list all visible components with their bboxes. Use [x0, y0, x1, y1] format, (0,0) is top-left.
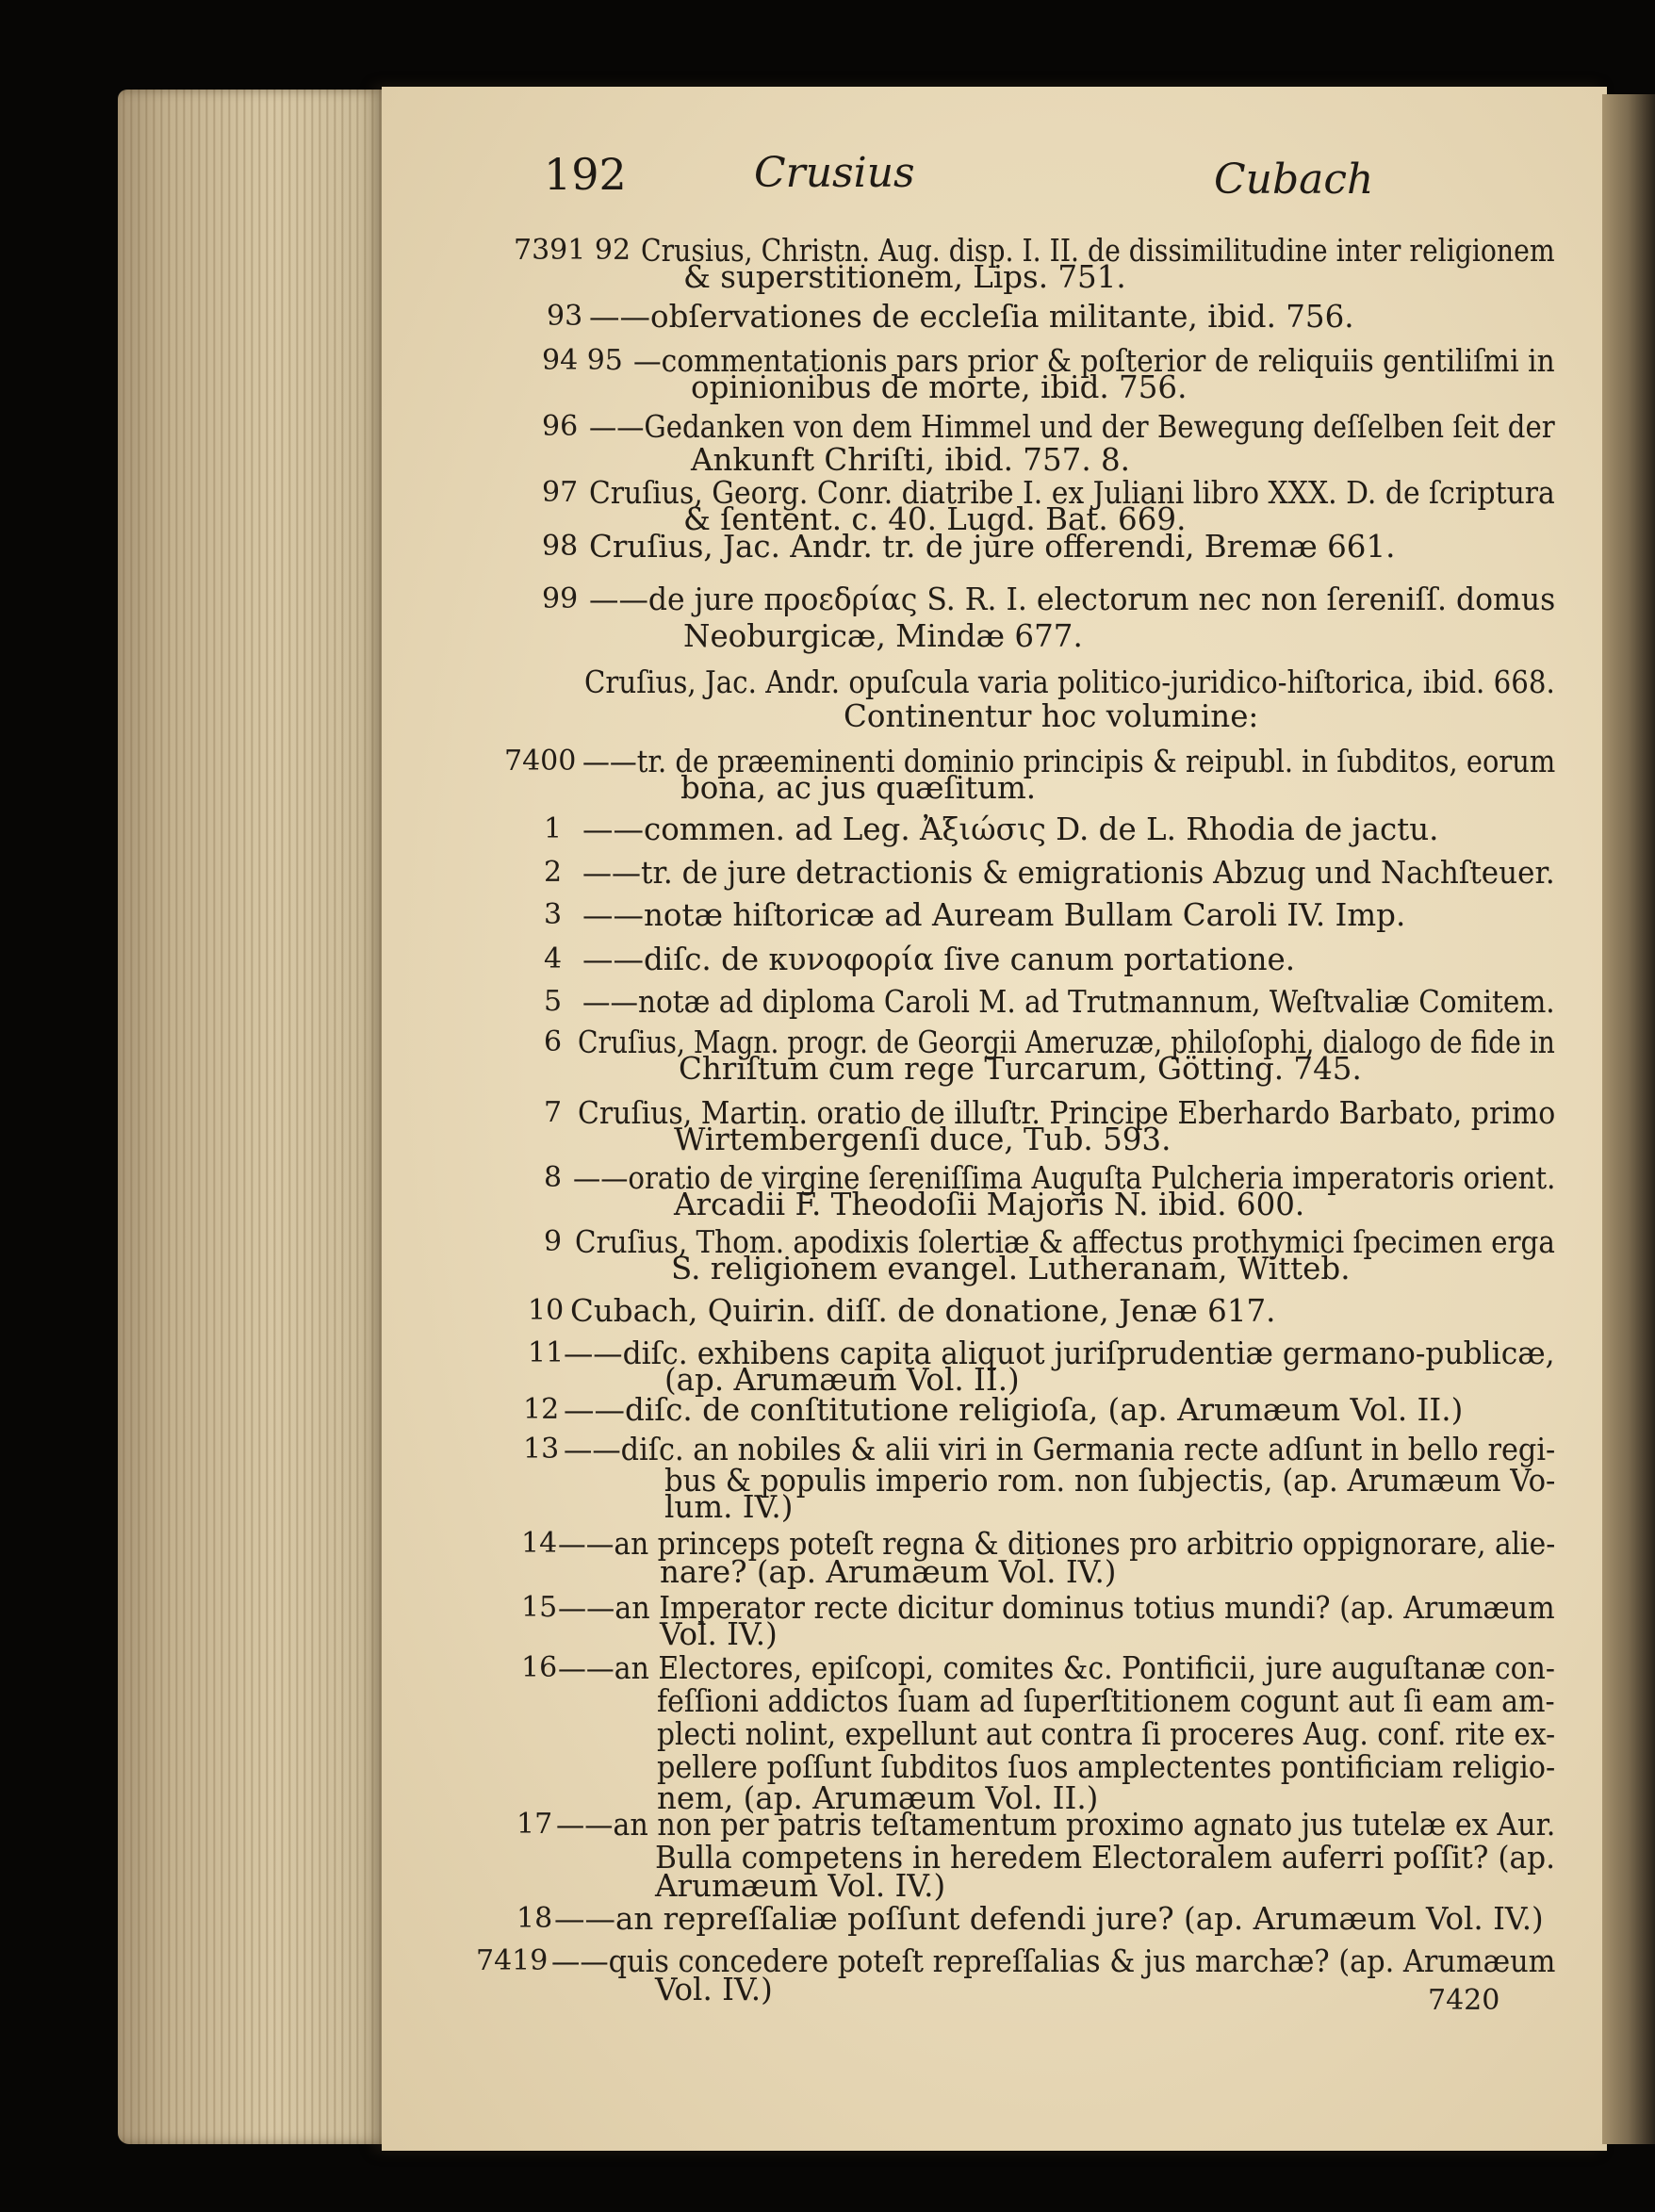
entry-line: ——an Imperator recte dicitur dominus totius mundi? (ap. Arumæum: [558, 1590, 1555, 1626]
entry-number: 13: [523, 1433, 560, 1466]
entry-number: 99: [542, 582, 579, 615]
entry-number: 97: [542, 476, 579, 509]
entry-number: 4: [544, 942, 563, 975]
entry-line: & superstitionem, Lips. 751.: [683, 259, 1126, 295]
entry-line: pellere poſſunt ſubditos ſuos amplectentes pontificiam religio-: [657, 1749, 1556, 1785]
entry-line: feſſioni addictos ſuam ad ſuperſtitionem cogunt aut ſi eam am-: [657, 1683, 1555, 1719]
entry-number: 5: [544, 985, 563, 1018]
entry-line: —commentationis pars prior & poſterior de reliquiis gentiliſmi in: [633, 343, 1555, 379]
entry-number: 8: [544, 1161, 563, 1194]
entry-line: Wirtembergenſi duce, Tub. 593.: [674, 1122, 1172, 1157]
running-head-left: Crusius: [754, 149, 915, 197]
entry-line: Vol. IV.): [660, 1616, 778, 1652]
entry-number: 15: [521, 1591, 558, 1624]
entry-number: 9: [544, 1225, 563, 1258]
entry-line: Neoburgicæ, Mindæ 677.: [683, 618, 1083, 654]
entry-line: ——diſc. exhibens capita aliquot juriſprudentiæ germano-publicæ,: [564, 1335, 1555, 1371]
entry-line: ——an repreſſaliæ poſſunt defendi jure? (ap. Arumæum Vol. IV.): [554, 1901, 1544, 1937]
entry-line: ——notæ ad diploma Caroli M. ad Trutmannum, Weſtvaliæ Comitem.: [582, 984, 1555, 1020]
entry-number: 7419: [476, 1944, 549, 1977]
entry-number: 7: [544, 1096, 563, 1129]
entry-line: plecti nolint, expellunt aut contra ſi proceres Aug. conf. rite ex-: [657, 1716, 1556, 1752]
entry-line: ——diſc. de conſtitutione religioſa, (ap. Arumæum Vol. II.): [564, 1392, 1464, 1428]
entry-number: 94 95: [542, 344, 623, 377]
entry-number: 10: [528, 1294, 565, 1327]
entry-number: 6: [544, 1025, 563, 1058]
entry-line: ——oratio de virgine ſereniſſima Auguſta Pulcheria imperatoris orient.: [573, 1160, 1556, 1196]
entry-number: 12: [523, 1393, 560, 1426]
entry-line: Cruſius, Jac. Andr. tr. de jure offerendi, Bremæ 661.: [589, 529, 1396, 565]
page-number: 192: [544, 149, 627, 200]
entry-line: lum. IV.): [664, 1489, 794, 1525]
entry-line: Cruſius, Georg. Conr. diatribe I. ex Juliani libro XXX. D. de ſcriptura: [589, 475, 1555, 511]
entry-line: ——an Electores, epiſcopi, comites &c. Pontificii, jure auguſtanæ con-: [558, 1650, 1556, 1686]
entry-line: ——an non per patris teſtamentum proximo agnato jus tutelæ ex Aur.: [556, 1807, 1556, 1843]
entry-line: (ap. Arumæum Vol. II.): [664, 1362, 1020, 1398]
entry-line: Cruſius, Magn. progr. de Georgii Ameruzæ, philoſophi, dialogo de fide in: [578, 1024, 1555, 1060]
entry-number: 1: [544, 812, 563, 845]
entry-line: ——de jure προεδρίας S. R. I. electorum nec non ſereniſſ. domus: [589, 582, 1556, 617]
entry-number: 98: [542, 530, 579, 563]
entry-line: nem, (ap. Arumæum Vol. II.): [657, 1780, 1099, 1816]
entry-line: Cruſius, Thom. apodixis ſolertiæ & affectus prothymici ſpecimen erga: [575, 1224, 1555, 1260]
entry-line: ——quis concedere poteſt repreſſalias & jus marchæ? (ap. Arumæum: [551, 1943, 1556, 1979]
entry-line: ——commen. ad Leg. Ἀξιώσις D. de L. Rhodia de jactu.: [582, 811, 1439, 847]
entry-number: 16: [521, 1651, 558, 1684]
entry-line: Bulla competens in heredem Electoralem auferri poſſit? (ap.: [655, 1840, 1556, 1876]
entry-number: 7391 92: [514, 234, 631, 267]
entry-line: ——tr. de præeminenti dominio principis & reipubl. in ſubditos, eorum: [582, 744, 1556, 779]
entry-line: opinionibus de morte, ibid. 756.: [691, 369, 1188, 405]
entry-line: ——diſc. de κυνοφορία ſive canum portatione.: [582, 942, 1296, 977]
entry-line: ——Gedanken von dem Himmel und der Bewegung deſſelben ſeit der: [589, 409, 1555, 445]
entry-line: Cubach, Quirin. diſſ. de donatione, Jenæ 617.: [570, 1293, 1276, 1329]
running-head-right: Cubach: [1214, 156, 1374, 204]
entry-line: bona, ac jus quæſitum.: [680, 770, 1037, 806]
entry-line: Cruſius, Jac. Andr. opuſcula varia politico-juridico-hiſtorica, ibid. 668.: [584, 664, 1555, 700]
entry-number: 7400: [504, 745, 577, 778]
entry-number: 14: [521, 1527, 558, 1560]
entry-number: 11: [528, 1336, 565, 1369]
entry-line: Cruſius, Martin. oratio de illuſtr. Principe Eberhardo Barbato, primo: [578, 1095, 1556, 1131]
entry-line: ——obſervationes de eccleſia militante, ibid. 756.: [589, 299, 1354, 335]
entry-line: Crusius, Christn. Aug. disp. I. II. de dissimilitudine inter religionem: [641, 233, 1555, 269]
entry-number: 3: [544, 898, 563, 931]
entry-number: 18: [516, 1902, 553, 1935]
catchword: 7420: [1428, 1984, 1500, 2017]
entry-line: Vol. IV.): [655, 1972, 773, 2007]
entry-number: 2: [544, 856, 563, 889]
entry-line: Chriſtum cum rege Turcarum, Götting. 745.: [679, 1051, 1362, 1087]
entry-line: Arumæum Vol. IV.): [655, 1868, 946, 1904]
entry-line: bus & populis imperio rom. non ſubjectis, (ap. Arumæum Vo-: [664, 1463, 1556, 1499]
entry-line: ——diſc. an nobiles & alii viri in Germania recte adſunt in bello regi-: [564, 1432, 1556, 1467]
volume-contents-heading: Continentur hoc volumine:: [844, 698, 1259, 734]
entry-number: 93: [547, 300, 583, 333]
entry-line: ——tr. de jure detractionis & emigrationis Abzug und Nachſteuer.: [582, 855, 1555, 891]
entry-number: 17: [516, 1808, 553, 1841]
entry-line: Arcadii F. Theodoſii Majoris N. ibid. 600.: [674, 1187, 1305, 1222]
entry-number: 96: [542, 410, 579, 443]
entry-line: & ſentent. c. 40. Lugd. Bat. 669.: [683, 501, 1187, 537]
entry-line: ——an princeps poteſt regna & ditiones pro arbitrio oppignorare, alie-: [558, 1526, 1556, 1562]
entry-line: S. religionem evangel. Lutheranam, Witteb.: [671, 1251, 1351, 1286]
entry-line: Ankunft Chriſti, ibid. 757. 8.: [691, 442, 1131, 478]
entry-line: nare? (ap. Arumæum Vol. IV.): [660, 1554, 1117, 1590]
entry-line: ——notæ hiſtoricæ ad Auream Bullam Caroli IV. Imp.: [582, 897, 1406, 933]
